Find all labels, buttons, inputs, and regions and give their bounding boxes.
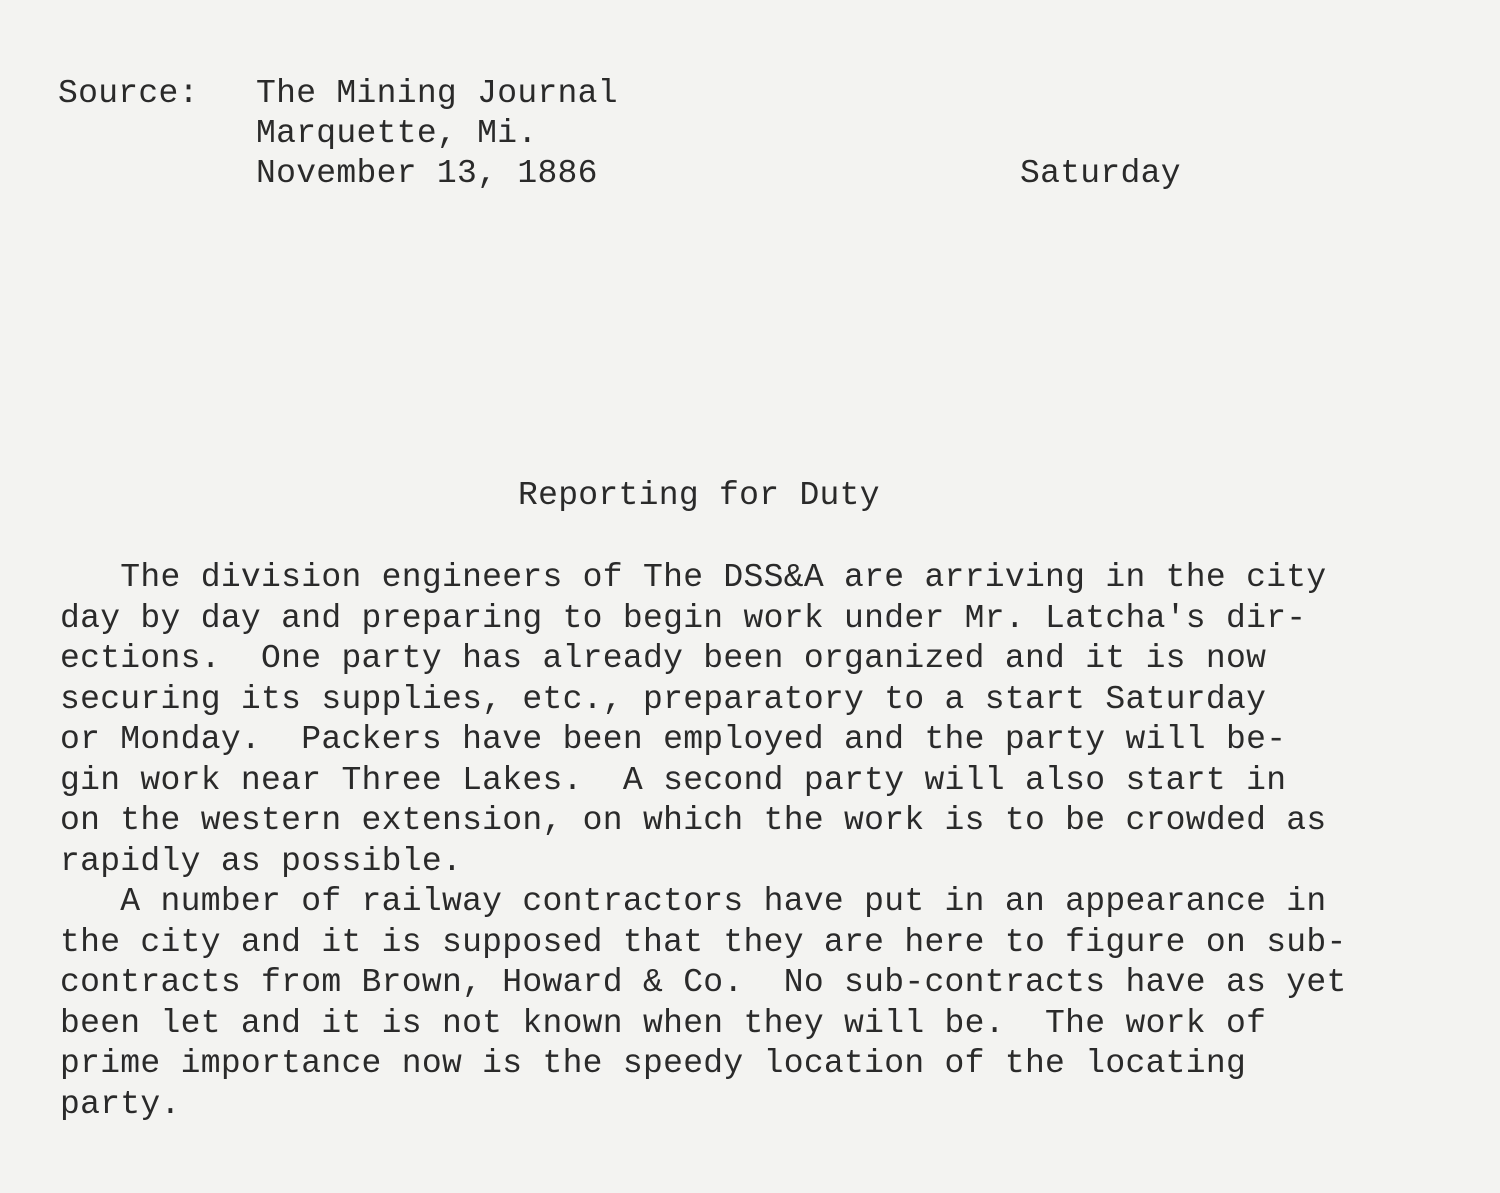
body-line: day by day and preparing to begin work under Mr. Latcha's dir- — [60, 599, 1307, 637]
source-weekday: Saturday — [1020, 155, 1181, 192]
body-line: securing its supplies, etc., preparatory to a start Saturday — [60, 680, 1267, 718]
body-line: been let and it is not known when they will be. The work of — [60, 1004, 1267, 1042]
body-line: The division engineers of The DSS&A are arriving in the city — [60, 559, 1327, 596]
body-line: the city and it is supposed that they are here to figure on sub- — [60, 923, 1347, 961]
source-city: Marquette, Mi. — [256, 115, 538, 152]
body-line: prime importance now is the speedy location of the locating — [60, 1045, 1247, 1082]
source-date: November 13, 1886 — [256, 155, 598, 192]
source-publication: The Mining Journal — [256, 75, 618, 112]
body-line: contracts from Brown, Howard & Co. No sub-contracts have as yet — [60, 964, 1347, 1001]
body-line: A number of railway contractors have put in an appearance in — [60, 883, 1327, 920]
article-title: Reporting for Duty — [518, 477, 880, 514]
body-line: or Monday. Packers have been employed and the party will be- — [60, 721, 1287, 758]
body-line: rapidly as possible. — [60, 842, 463, 880]
body-line: gin work near Three Lakes. A second party will also start in — [60, 761, 1287, 799]
body-line: on the western extension, on which the work is to be crowded as — [60, 802, 1327, 839]
article-body — [60, 558, 1480, 1125]
body-line: ections. One party has already been organized and it is now — [60, 640, 1267, 677]
body-line: party. — [60, 1085, 181, 1123]
source-label: Source: — [58, 75, 199, 112]
